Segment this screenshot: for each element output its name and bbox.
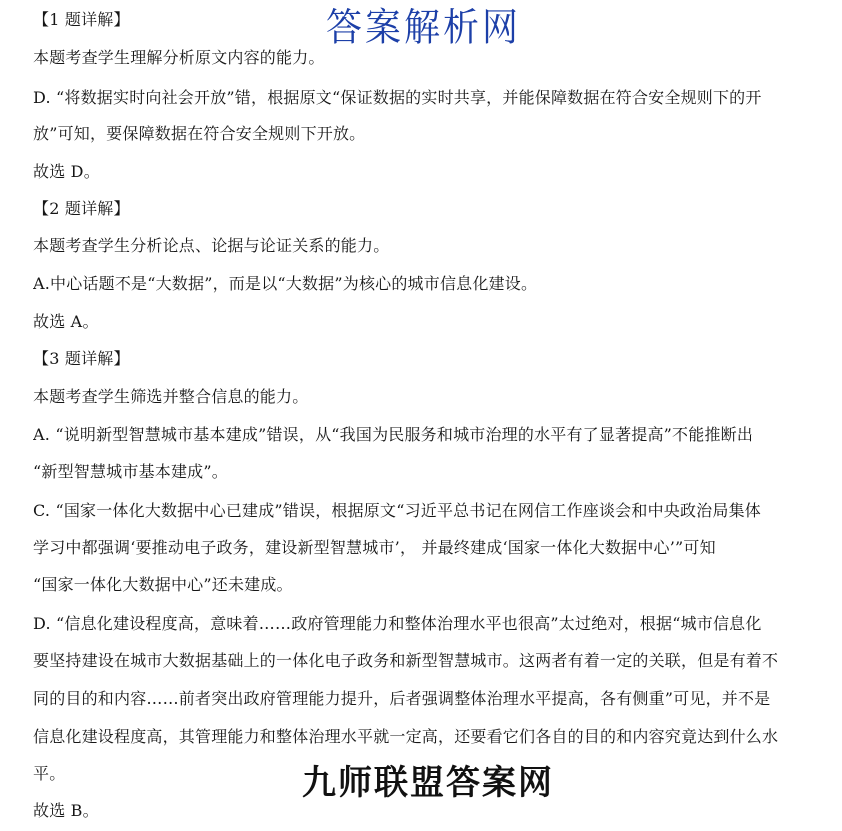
section-heading-q2: 【2 题详解】	[33, 199, 130, 218]
paragraph-line: C. “国家一体化大数据中心已建成”错误，根据原文“习近平总书记在网信工作座谈会和中央政治局集体	[33, 501, 761, 520]
watermark-bottom: 九师联盟答案网	[302, 763, 554, 803]
paragraph-line: 同的目的和内容……前者突出政府管理能力提升，后者强调整体治理水平提高，各有侧重”可见，并不是	[33, 689, 771, 708]
watermark-top: 答案解析网	[326, 6, 522, 51]
paragraph-line: A.中心话题不是“大数据”，而是以“大数据”为核心的城市信息化建设。	[33, 274, 538, 293]
paragraph-line: 本题考查学生筛选并整合信息的能力。	[33, 387, 309, 406]
section-heading-q1: 【1 题详解】	[33, 10, 130, 29]
paragraph-line: 本题考查学生理解分析原文内容的能力。	[33, 48, 325, 67]
section-heading-q3: 【3 题详解】	[33, 349, 130, 368]
paragraph-line: 信息化建设程度高，其管理能力和整体治理水平就一定高，还要看它们各自的目的和内容究竟达到什么水	[33, 727, 779, 746]
paragraph-line: “新型智慧城市基本建成”。	[33, 462, 228, 481]
paragraph-line: 学习中都强调‘要推动电子政务，建设新型智慧城市’， 并最终建成‘国家一体化大数据中心’”可知	[33, 538, 716, 557]
answer-line: 故选 B。	[33, 801, 99, 820]
answer-line: 故选 A。	[33, 312, 99, 331]
paragraph-line: 本题考查学生分析论点、论据与论证关系的能力。	[33, 236, 390, 255]
paragraph-line: 要坚持建设在城市大数据基础上的一体化电子政务和新型智慧城市。这两者有着一定的关联，但是有着不	[33, 651, 779, 670]
paragraph-line: 放”可知，要保障数据在符合安全规则下开放。	[33, 124, 366, 143]
paragraph-line: D. “将数据实时向社会开放”错，根据原文“保证数据的实时共享，并能保障数据在符合安全规则下的开	[33, 88, 762, 107]
paragraph-line: D. “信息化建设程度高，意味着……政府管理能力和整体治理水平也很高”太过绝对，根据“城市信息化	[33, 614, 762, 633]
paragraph-line: “国家一体化大数据中心”还未建成。	[33, 575, 293, 594]
paragraph-line: A. “说明新型智慧城市基本建成”错误，从“我国为民服务和城市治理的水平有了显著提高”不能推断出	[33, 425, 754, 444]
paragraph-line: 平。	[33, 764, 66, 783]
answer-line: 故选 D。	[33, 162, 100, 181]
